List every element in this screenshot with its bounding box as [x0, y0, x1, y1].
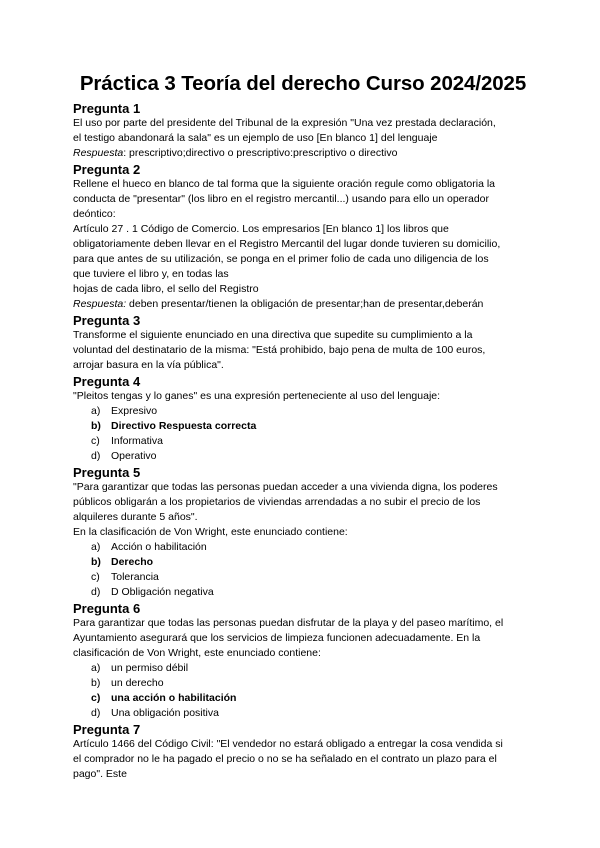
option-item — [73, 676, 533, 691]
option-marker: b) — [91, 420, 101, 432]
option-text: Derecho — [111, 556, 154, 568]
question-5-text-line: alquileres durante 5 años". — [73, 511, 198, 523]
question-1-heading: Pregunta 1 — [73, 101, 141, 116]
question-5-text-line: "Para garantizar que todas las personas puedan acceder a una vivienda digna, los poderes — [73, 481, 498, 493]
question-2-heading: Pregunta 2 — [73, 162, 141, 177]
option-marker: d) — [91, 450, 101, 462]
question-1-text-line: El uso por parte del presidente del Tribunal de la expresión "Una vez prestada declaración, — [73, 117, 496, 129]
question-1-answer — [73, 146, 533, 161]
question-3-heading: Pregunta 3 — [73, 313, 141, 328]
question-4-options — [73, 404, 533, 464]
option-item — [73, 585, 533, 600]
option-item — [73, 570, 533, 585]
question-1-text-line: el testigo abandonará la sala" es un ejemplo de uso [En blanco 1] del lenguaje — [73, 132, 438, 144]
answer-text: deben presentar/tienen la obligación de presentar;han de presentar,deberán — [126, 298, 484, 310]
option-text: Acción o habilitación — [111, 541, 207, 553]
question-6-heading: Pregunta 6 — [73, 601, 141, 616]
question-5-text-line: En la clasificación de Von Wright, este enunciado contiene: — [73, 526, 348, 538]
option-text: D Obligación negativa — [111, 586, 214, 598]
option-marker: d) — [91, 707, 101, 719]
option-marker: b) — [91, 556, 101, 568]
option-text: un derecho — [111, 677, 164, 689]
option-item — [73, 706, 533, 721]
question-2-text-line: para que antes de su utilización, se ponga en el primer folio de cada uno diligencia de los — [73, 253, 489, 265]
option-marker: b) — [91, 677, 101, 689]
option-marker: d) — [91, 586, 101, 598]
option-item — [73, 404, 533, 419]
answer-text: : prescriptivo;directivo o prescriptivo:prescriptivo o directivo — [123, 147, 398, 159]
option-item-correct — [73, 419, 533, 434]
question-3-text-line: Transforme el siguiente enunciado en una directiva que supedite su cumplimiento a la — [73, 329, 473, 341]
option-text: Directivo Respuesta correcta — [111, 420, 257, 432]
document-page — [73, 72, 533, 782]
question-5-heading: Pregunta 5 — [73, 465, 141, 480]
question-6-text-line: Para garantizar que todas las personas puedan disfrutar de la playa y del paseo marítimo, el — [73, 617, 504, 629]
question-5-text-line: públicos obligarán a los propietarios de viviendas arrendadas a no subir el precio de los — [73, 496, 481, 508]
option-text: una acción o habilitación — [111, 692, 237, 704]
question-6-options — [73, 661, 533, 721]
option-item-correct — [73, 691, 533, 706]
option-marker: a) — [91, 662, 101, 674]
option-item — [73, 449, 533, 464]
option-text: Informativa — [111, 435, 163, 447]
question-7-text-line: pago". Este — [73, 768, 127, 780]
question-2-text-line: Rellene el hueco en blanco de tal forma que la siguiente oración regule como obligatoria la — [73, 178, 496, 190]
question-2-text-line: obligatoriamente deben llevar en el Registro Mercantil del lugar donde tuvieren su domicilio, — [73, 238, 501, 250]
question-5-options — [73, 540, 533, 600]
question-3-text-line: arrojar basura en la vía pública". — [73, 359, 224, 371]
answer-label: Respuesta — [73, 147, 124, 159]
option-item — [73, 540, 533, 555]
question-2-text-line: conducta de "presentar" (los libro en el registro mercantil...) usando para ello un operador — [73, 193, 490, 205]
question-2-text-line: que tuviere el libro y, en todas las — [73, 268, 229, 280]
option-item — [73, 661, 533, 676]
option-item-correct — [73, 555, 533, 570]
option-text: Una obligación positiva — [111, 707, 219, 719]
question-7-text-line: Artículo 1466 del Código Civil: "El vendedor no estará obligado a entregar la cosa vendida si — [73, 738, 503, 750]
document-title: Práctica 3 Teoría del derecho Curso 2024/2025 — [79, 72, 527, 95]
option-marker: c) — [91, 692, 101, 704]
answer-label: Respuesta: — [73, 298, 127, 310]
question-6-text-line: Ayuntamiento asegurará que los servicios de limpieza funcionen adecuadamente. En la — [73, 632, 481, 644]
option-marker: a) — [91, 541, 101, 553]
question-2-text-line: deóntico: — [73, 208, 116, 220]
option-marker: c) — [91, 571, 100, 583]
question-2-text-line: hojas de cada libro, el sello del Registro — [73, 283, 259, 295]
question-2-text-line: Artículo 27 . 1 Código de Comercio. Los empresarios [En blanco 1] los libros que — [73, 223, 449, 235]
option-item — [73, 434, 533, 449]
option-text: Expresivo — [111, 405, 158, 417]
question-7-text-line: el comprador no le ha pagado el precio o no se ha señalado en el contrato un plazo para el — [73, 753, 497, 765]
option-marker: a) — [91, 405, 101, 417]
option-marker: c) — [91, 435, 100, 447]
option-text: un permiso débil — [111, 662, 189, 674]
question-7-heading: Pregunta 7 — [73, 722, 141, 737]
question-4-heading: Pregunta 4 — [73, 374, 141, 389]
option-text: Tolerancia — [111, 571, 159, 583]
option-text: Operativo — [111, 450, 157, 462]
question-6-text-line: clasificación de Von Wright, este enunciado contiene: — [73, 647, 321, 659]
question-4-text-line: "Pleitos tengas y lo ganes" es una expresión perteneciente al uso del lenguaje: — [73, 390, 441, 402]
question-3-text-line: voluntad del destinatario de la misma: "Está prohibido, bajo pena de multa de 100 euros, — [73, 344, 486, 356]
question-2-answer — [73, 297, 533, 312]
